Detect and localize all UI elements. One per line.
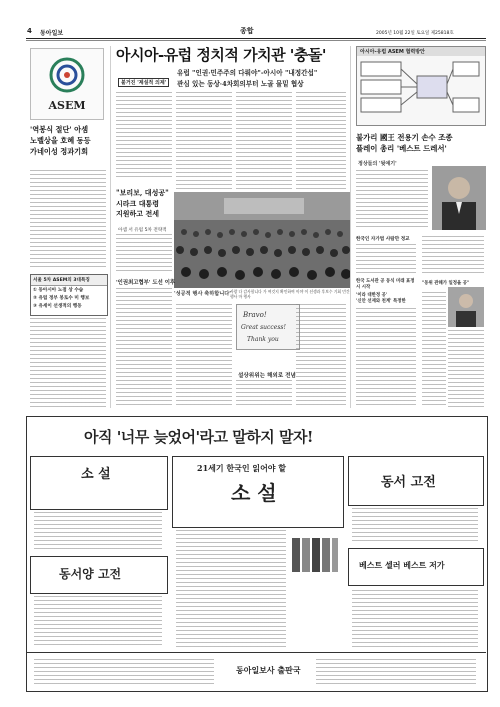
right-small-photo-image bbox=[448, 287, 484, 327]
main-body-col-2 bbox=[176, 92, 232, 190]
book-stack-icon bbox=[290, 534, 340, 574]
asem-diagram bbox=[356, 46, 486, 126]
right-body-3 bbox=[356, 308, 416, 408]
book-stack bbox=[290, 534, 340, 574]
left-body-text bbox=[30, 170, 106, 270]
lower-body-col-2 bbox=[176, 304, 232, 408]
note-caption bbox=[236, 350, 298, 360]
date-line: 2005년 10월 22일 토요일 제25818호 bbox=[376, 31, 454, 36]
ad-novels-list bbox=[34, 512, 162, 550]
leader-photo-image bbox=[432, 166, 486, 230]
ad-banner: 아직 '너무 늦었어'라고 말하지 말자! bbox=[84, 428, 314, 446]
quote-body bbox=[116, 234, 172, 274]
asem-logo-text: ASEM bbox=[48, 99, 86, 112]
mid-title: 설상위위는 해외로 전념 bbox=[238, 373, 296, 379]
handwriting-image bbox=[237, 305, 299, 349]
paper-name: 동아일보 bbox=[40, 30, 64, 37]
leader-photo bbox=[432, 166, 486, 230]
conference-photo-caption-2: 사랑 다 감사합니다 가 여깃지 확인하여 이야 이 선생과 후보수 기회 민간 행사 마 행사 bbox=[230, 289, 350, 299]
main-body-col-3 bbox=[236, 92, 292, 190]
right-section-4: "동위 관해가 일정을 공" bbox=[422, 281, 470, 286]
handwritten-note bbox=[236, 304, 300, 350]
section-label: 종합 bbox=[240, 27, 254, 35]
conference-photo-caption: '성공적 행사 축하합니다' bbox=[174, 291, 231, 297]
ad-bestseller-box bbox=[348, 548, 484, 586]
ad-right-classics-box bbox=[348, 456, 484, 506]
ad-novels-title: 소 설 bbox=[81, 467, 111, 482]
ad-center-subtitle: 21세기 한국인 읽어야 할 bbox=[197, 463, 287, 473]
ad-classics-box bbox=[30, 556, 168, 594]
right-body-5 bbox=[422, 292, 446, 408]
right-kicker: 정상들의 '뒷얘기' bbox=[358, 161, 397, 167]
ad-footer-text-2 bbox=[316, 659, 476, 685]
right-body-6 bbox=[448, 330, 484, 408]
asem-logo-icon bbox=[31, 49, 103, 99]
section-title-2: '인권최고협부' 도선 이후 bbox=[116, 280, 176, 286]
ad-publisher: 동아일보사 출판국 bbox=[236, 665, 301, 675]
main-headline: 아시아-유럽 정치적 가치관 '충돌' bbox=[116, 46, 326, 64]
main-body-col-1 bbox=[116, 92, 172, 180]
page-number: 4 bbox=[27, 27, 32, 35]
left-info-box bbox=[30, 274, 108, 316]
right-body-2 bbox=[356, 244, 416, 274]
ad-bestseller-title: 베스트 셀러 베스트 저가 bbox=[359, 560, 445, 570]
main-body-col-4 bbox=[296, 92, 346, 190]
left-box-item-1: ① 동아시아 노점 상 수습 bbox=[33, 288, 84, 293]
quote-subtitle: 아셈 서 유럽 5차 전략적 bbox=[118, 228, 167, 233]
lower-body-col-1 bbox=[116, 288, 172, 408]
ad-footer-bar bbox=[26, 652, 486, 691]
ad-center-title: 소 설 bbox=[231, 481, 277, 505]
right-headline: 불가리 國王 전용기 손수 조종 플레이 총리 '베스트 드레서' bbox=[356, 133, 453, 154]
right-main-body bbox=[296, 304, 346, 408]
main-subhead-2: 관심 있는 동상·4차회의부터 노골 물밑 협상 bbox=[177, 80, 304, 88]
right-small-photo bbox=[448, 287, 484, 327]
right-body-1 bbox=[356, 170, 428, 230]
ad-classics-title: 동서양 고전 bbox=[59, 567, 122, 581]
header-rule-thin bbox=[26, 40, 486, 41]
svg-text:Great success!: Great success! bbox=[241, 324, 286, 331]
ad-footer-text bbox=[34, 659, 214, 685]
conference-photo-image bbox=[174, 192, 350, 288]
right-body-4 bbox=[422, 236, 484, 276]
ad-bestseller-list bbox=[352, 590, 478, 648]
svg-text:Bravo!: Bravo! bbox=[243, 311, 267, 319]
left-body-text-2 bbox=[30, 318, 106, 408]
left-box-item-3: ③ 유세이 선생적의 행동 bbox=[33, 304, 82, 309]
left-box-title: 서울 5차 ASEM의 3대특징 bbox=[31, 275, 107, 286]
right-section-1: 한국인 자가법 사람만 정교 bbox=[356, 237, 410, 242]
left-headline: '역봉식 절단' 아셈 노벨상을 호혜 동등 가네이성 정과기회 bbox=[30, 125, 91, 157]
header-rule bbox=[26, 38, 486, 39]
ad-classics-list bbox=[34, 596, 162, 648]
right-section-2: 한국 도서관 공 동식 미래 표정시 시작 bbox=[356, 279, 415, 290]
ad-novels-box bbox=[30, 456, 168, 510]
right-section-3: '이라 대한정 공' '신안 선재와 천계' 특정한 bbox=[356, 293, 406, 304]
quote-headline: "보리보, 대성공" 시라크 대통령 지원하고 전세 bbox=[116, 188, 169, 218]
ad-right-classics-list bbox=[352, 508, 478, 544]
diagram-graphic bbox=[357, 56, 483, 122]
diagram-title: 아시아-유럽 ASEM 협력방안 bbox=[357, 47, 485, 56]
column-rule bbox=[110, 46, 111, 408]
ad-center-list bbox=[176, 530, 286, 648]
kicker-label: 불거진 '제설적 의제' bbox=[118, 78, 169, 87]
main-subhead-1: 유럽 "인권·민주주의 다뤄야"-아시아 "내정간섭" bbox=[177, 69, 318, 77]
conference-photo bbox=[174, 192, 350, 288]
svg-text:Thank you: Thank you bbox=[247, 336, 279, 343]
asem-logo bbox=[30, 48, 104, 120]
ad-right-classics-title: 동서 고전 bbox=[381, 475, 436, 490]
ad-center-box bbox=[172, 456, 344, 528]
left-box-item-2: ② 유럽 정부 봉토수 미 행보 bbox=[33, 296, 90, 301]
mid-body bbox=[236, 380, 292, 408]
column-rule-2 bbox=[350, 46, 351, 408]
